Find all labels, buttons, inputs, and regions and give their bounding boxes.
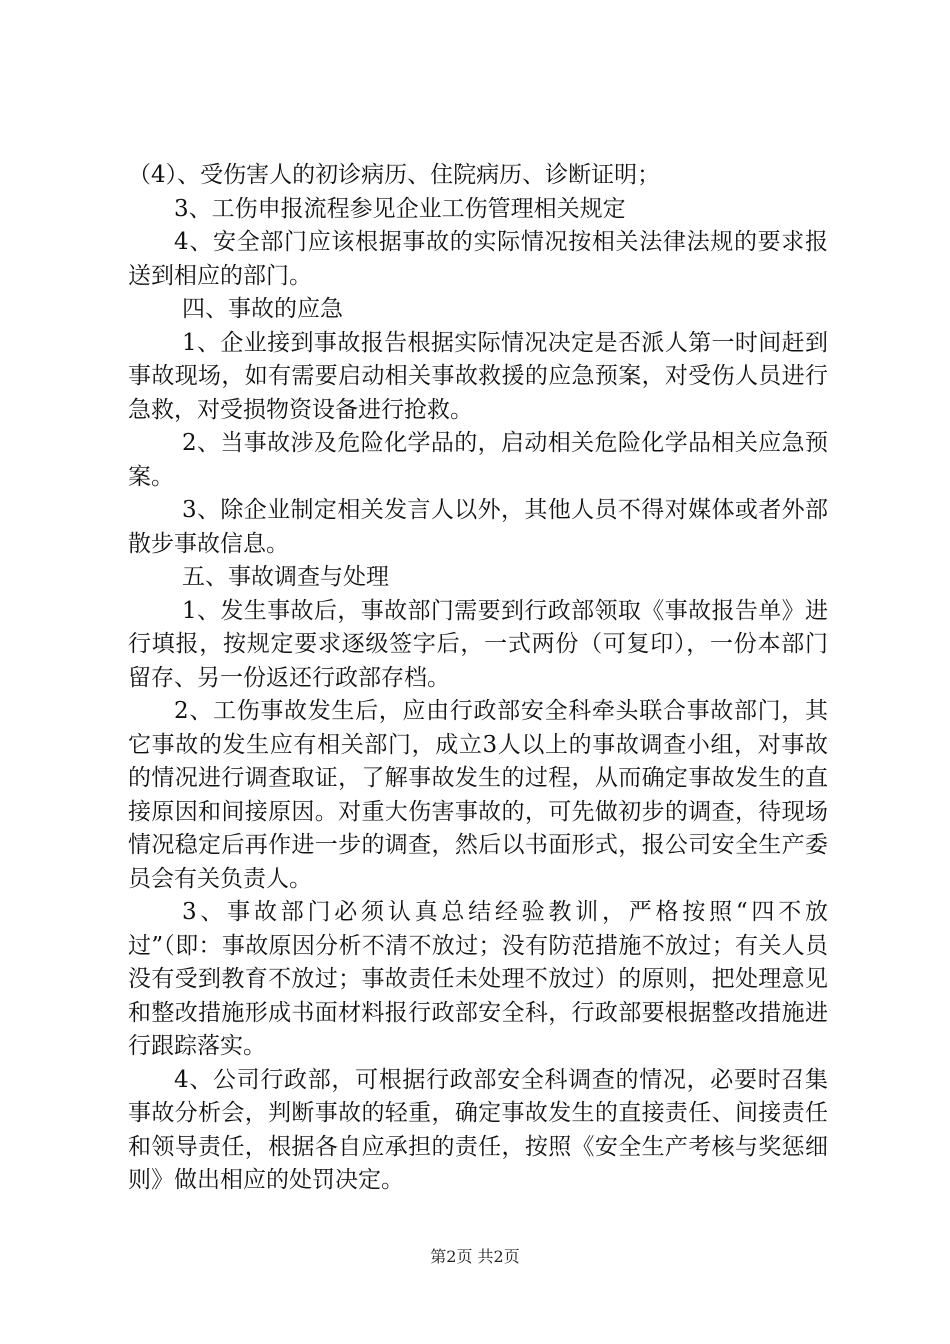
paragraph-medical-records: （4）、受伤害人的初诊病历、住院病历、诊断证明； (128, 162, 661, 188)
paragraph-investigation-2: 2、工伤事故发生后，应由行政部安全科牵头联合事故部门，其它事故的发生应有相关部门，成立3人以上的事故调查小组，对事故的情况进行调查取证，了解事故发生的过程，从而确定事故发生的直接原因和间接原因。对重大伤害事故的，可先做初步的调查，待现场情况稳定后再作进一步的调查，然后以书面形式，报公司安全生产委员会有关负责人。 (128, 698, 828, 892)
paragraph-emergency-3: 3、除企业制定相关发言人以外，其他人员不得对媒体或者外部散步事故信息。 (128, 497, 828, 557)
paragraph-investigation-1: 1、发生事故后，事故部门需要到行政部领取《事故报告单》进行填报，按规定要求逐级签字后，一式两份（可复印），一份本部门留存、另一份返还行政部存档。 (128, 597, 828, 691)
paragraph-safety-dept-report: 4、安全部门应该根据事故的实际情况按相关法律法规的要求报送到相应的部门。 (128, 229, 828, 289)
section-heading-investigation: 五、事故调查与处理 (182, 564, 389, 590)
document-body (128, 159, 828, 1198)
paragraph-injury-report-process: 3、工伤申报流程参见企业工伤管理相关规定 (174, 195, 626, 222)
section-heading-emergency: 四、事故的应急 (182, 296, 343, 322)
paragraph-investigation-3: 3、事故部门必须认真总结经验教训，严格按照“四不放过”（即：事故原因分析不清不放过；没有防范措施不放过；有关人员没有受到教育不放过；事故责任未处理不放过）的原则，把处理意见和整改措施形成书面材料报行政部安全科，行政部要根据整改措施进行跟踪落实。 (128, 899, 828, 1059)
paragraph-investigation-4: 4、公司行政部，可根据行政部安全科调查的情况，必要时召集事故分析会，判断事故的轻重，确定事故发生的直接责任、间接责任和领导责任，根据各自应承担的责任，按照《安全生产考核与奖惩细则》做出相应的处罚决定。 (128, 1066, 828, 1193)
paragraph-emergency-2: 2、当事故涉及危险化学品的，启动相关危险化学品相关应急预案。 (128, 430, 828, 490)
page-number-footer: 第2页 共2页 (430, 1247, 520, 1266)
paragraph-emergency-1: 1、企业接到事故报告根据实际情况决定是否派人第一时间赶到事故现场，如有需要启动相关事故救援的应急预案，对受伤人员进行急救，对受损物资设备进行抢救。 (128, 329, 828, 423)
